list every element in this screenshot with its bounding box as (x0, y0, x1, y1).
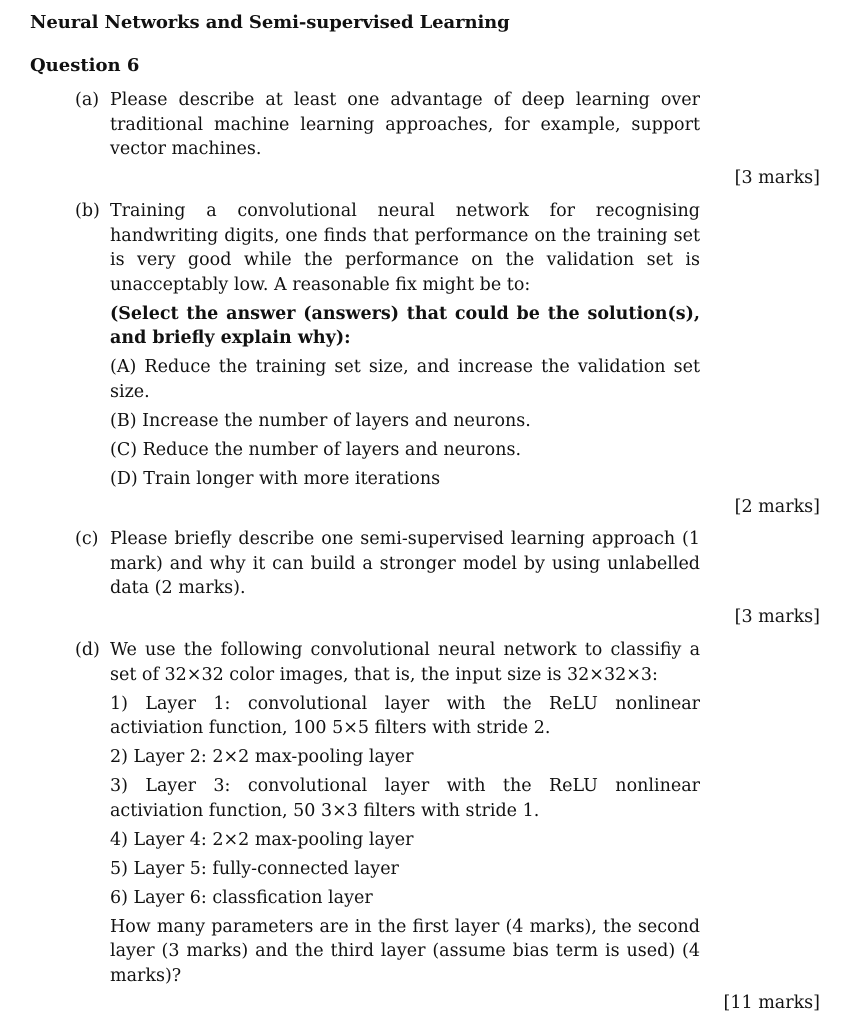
part-d-question: How many parameters are in the first layer (4 marks), the second layer (3 marks) and the third layer (assume bias term is used) (4 marks)? (110, 916, 700, 986)
part-b-option-c: (C) Reduce the number of layers and neurons. (110, 439, 522, 460)
part-b-option-d: (D) Train longer with more iterations (110, 468, 441, 489)
part-d-intro: We use the following convolutional neural network to classifiy a set of 32×32 color images, that is, the input size is 32×32×3: (110, 640, 700, 685)
part-d-layer-2: 2) Layer 2: 2×2 max-pooling layer (110, 747, 414, 767)
part-d-layer-1: 1) Layer 1: convolutional layer with the ReLU nonlinear activiation function, 100 5×5 filters with stride 2. (110, 693, 700, 738)
part-d-layer-4: 4) Layer 4: 2×2 max-pooling layer (110, 829, 414, 850)
part-c-question: Please briefly describe one semi-supervised learning approach (1 mark) and why it can build a stronger model by using unlabelled data (2 marks). (110, 529, 700, 598)
part-b-marks: [2 marks] (734, 497, 820, 517)
part-b-label: (b) (75, 201, 100, 221)
part-d-layer-6: 6) Layer 6: classfication layer (110, 887, 373, 908)
part-a-question: Please describe at least one advantage of deep learning over traditional machine learning approaches, for example, support vector machines. (110, 90, 700, 159)
part-d-label: (d) (75, 640, 100, 660)
part-d-marks: [11 marks] (723, 993, 820, 1013)
part-b-option-a: (A) Reduce the training set size, and increase the validation set size. (110, 357, 700, 402)
part-d-text (110, 638, 700, 993)
part-b-text (110, 199, 700, 496)
part-b-option-b: (B) Increase the number of layers and neurons. (110, 410, 531, 431)
part-c-marks: [3 marks] (734, 607, 820, 627)
part-a-text (110, 88, 700, 166)
part-a-marks: [3 marks] (734, 168, 820, 188)
part-c-text (110, 527, 700, 605)
part-a-label: (a) (75, 90, 100, 110)
part-b-instruction: (Select the answer (answers) that could be the solution(s), and briefly explain why): (110, 303, 700, 348)
section-title: Neural Networks and Semi-supervised Learning (30, 12, 510, 33)
part-b-intro: Training a convolutional neural network for recognising handwriting digits, one finds that performance on the training set is very good while the performance on the validation set is unacceptably low. A reasonable fix might be to: (110, 201, 700, 295)
question-heading: Question 6 (30, 55, 140, 76)
part-c-label: (c) (75, 529, 99, 549)
part-d-layer-5: 5) Layer 5: fully-connected layer (110, 858, 399, 879)
part-d-layer-3: 3) Layer 3: convolutional layer with the ReLU nonlinear activiation function, 50 3×3 filters with stride 1. (110, 776, 700, 821)
